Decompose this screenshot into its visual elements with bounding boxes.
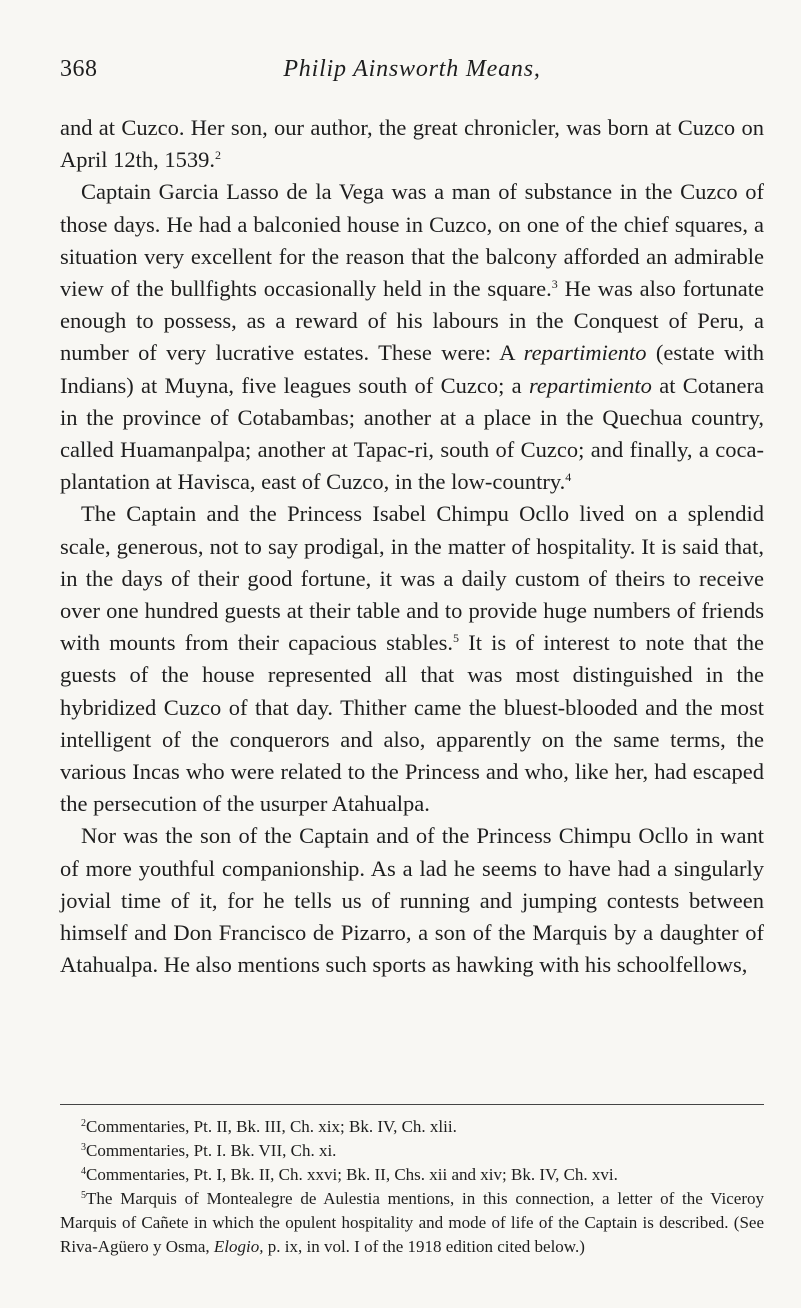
main-text xyxy=(60,112,764,981)
text-run: (estate with Indians) at Muyna, five leagues south of Cuzco; a xyxy=(60,340,764,398)
text-run: Nor was the son of the Captain and of the Princess Chimpu Ocllo in want of more youthful companionship. As a lad he seems to have had a singularly jovial time of it, for he tells us of running and jumping contests between himself and Don Francisco de Pizarro, a son of the Marquis by a daughter of Atahualpa. He also mentions such sports as hawking with his schoolfellows, xyxy=(60,823,764,978)
text-run: at Cotanera in the province of Cotabambas; another at a place in the Quechua country, called Huamanpalpa; another at Tapac-ri, south of Cuzco; and finally, a coca-plantation at Havisca, east of Cuzco, in the low-country. xyxy=(60,372,764,495)
text-run: and at Cuzco. Her son, our author, the great chronicler, was born at Cuzco on April 12th, 1539. xyxy=(60,115,764,173)
text-run: He was also fortunate enough to possess, as a reward of his labours in the Conquest of Peru, a number of very lucrative estates. These were: A xyxy=(60,276,764,366)
paragraph-3 xyxy=(60,498,764,820)
footnote-ref: 4 xyxy=(81,1166,86,1177)
footnotes xyxy=(60,1115,764,1259)
footnote-rule xyxy=(60,1104,764,1105)
page-header xyxy=(60,56,764,96)
footnote-3 xyxy=(60,1163,764,1187)
text-run: It is of interest to note that the guests of the house represented all that was most distinguished in the hybridized Cuzco of that day. Thither came the bluest-blooded and the most intelligent of the conquerors and also, apparently on the same terms, the various Incas who were related to the Princess and who, like her, had escaped the persecution of the usurper Atahualpa. xyxy=(60,630,765,817)
paragraph-2 xyxy=(60,176,764,498)
footnote-ref: 3 xyxy=(551,277,558,292)
text-run: The Captain and the Princess Isabel Chimpu Ocllo lived on a splendid scale, generous, not to say prodigal, in the matter of hospitality. It is said that, in the days of their good fortune, it was a daily custom of theirs to receive over one hundred guests at their table and to provide huge numbers of friends with mounts from their capacious stables. xyxy=(60,501,764,656)
paragraph-4 xyxy=(60,820,764,981)
footnote-1 xyxy=(60,1115,764,1139)
italic-text: repartimiento xyxy=(523,340,647,366)
text-run: p. ix, in vol. I of the 1918 edition cited below.) xyxy=(263,1237,585,1256)
text-run: The Marquis of Montealegre de Aulestia mentions, in this connection, a letter of the Viceroy Marquis of Cañete in which the opulent hospitality and mode of life of the Captain is described. (See Riva-Agüero y Osma, xyxy=(60,1189,764,1256)
footnote-ref: 4 xyxy=(565,470,572,485)
text-run: Commentaries, Pt. II, Bk. III, Ch. xix; Bk. IV, Ch. xlii. xyxy=(86,1117,457,1136)
page-number: 368 xyxy=(60,56,98,82)
footnote-ref: 2 xyxy=(81,1118,86,1129)
footnote-ref: 2 xyxy=(215,148,221,163)
footnote-ref: 3 xyxy=(81,1142,86,1153)
footnote-2 xyxy=(60,1139,764,1163)
running-head: Philip Ainsworth Means, xyxy=(283,56,541,82)
footnote-4 xyxy=(60,1187,764,1259)
footnote-ref: 5 xyxy=(81,1190,86,1201)
paragraph-1 xyxy=(60,112,764,176)
text-run: Commentaries, Pt. I, Bk. II, Ch. xxvi; Bk. II, Chs. xii and xiv; Bk. IV, Ch. xvi. xyxy=(86,1165,618,1184)
text-run: Commentaries, Pt. I. Bk. VII, Ch. xi. xyxy=(86,1141,337,1160)
footnote-ref: 5 xyxy=(452,631,459,646)
italic-text: Elogio, xyxy=(213,1237,264,1256)
text-run: Captain Garcia Lasso de la Vega was a man of substance in the Cuzco of those days. He had a balconied house in Cuzco, on one of the chief squares, a situation very excellent for the reason that the balcony afforded an admirable view of the bullfights occasionally held in the square. xyxy=(60,179,764,302)
italic-text: repartimiento xyxy=(528,372,652,398)
